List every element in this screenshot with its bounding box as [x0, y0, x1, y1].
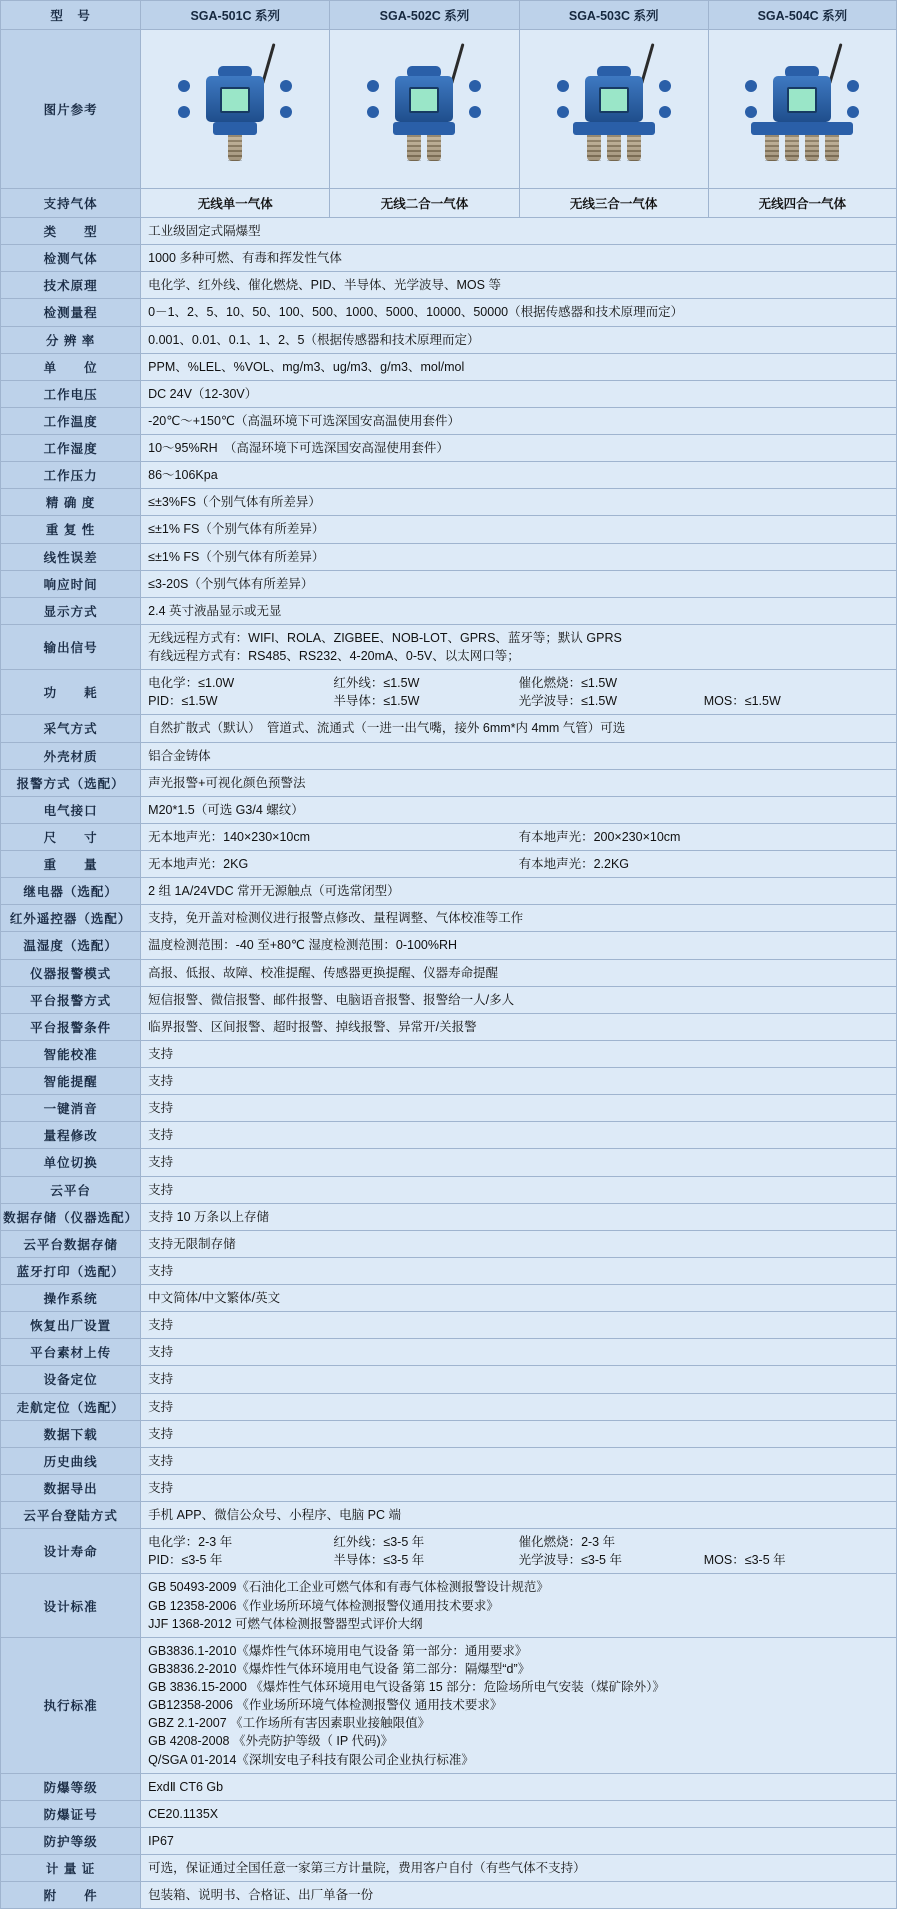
spec-row [1, 516, 897, 543]
spec-row-value: 短信报警、微信报警、邮件报警、电脑语音报警、报警给一人/多人 [141, 986, 897, 1013]
power-echem: 电化学：≤1.0W [148, 676, 235, 691]
spec-row-label: 电气接口 [1, 796, 141, 823]
spec-row-value: ≤±1% FS（个别气体有所差异） [141, 543, 897, 570]
spec-row-label: 附 件 [1, 1882, 141, 1909]
spec-row-label: 走航定位（选配） [1, 1393, 141, 1420]
power-catalytic: 催化燃烧：≤1.5W [518, 676, 618, 691]
spec-row-value: 0.001、0.01、0.1、1、2、5（根据传感器和技术原理而定） [141, 326, 897, 353]
exec-std-line: GB3836.1-2010《爆炸性气体环境用电气设备 第一部分：通用要求》 [148, 1643, 528, 1658]
life-pid: PID：≤3-5 年 [148, 1553, 223, 1568]
spec-row [1, 715, 897, 742]
device-image-503 [519, 30, 708, 189]
spec-row [1, 796, 897, 823]
spec-row-label: 精 确 度 [1, 489, 141, 516]
spec-row-label: 工作湿度 [1, 435, 141, 462]
spec-row-value: 支持 [141, 1312, 897, 1339]
device-display [409, 87, 439, 113]
weight-value [141, 851, 897, 878]
sensor-probe [427, 135, 441, 161]
mount-lug [280, 80, 292, 92]
spec-row-value: M20*1.5（可选 G3/4 螺纹） [141, 796, 897, 823]
model-504: SGA-504C 系列 [708, 1, 896, 30]
spec-row-value: 2 组 1A/24VDC 常开无源触点（可选常闭型） [141, 878, 897, 905]
sensor-probe [805, 135, 819, 161]
gas-manifold [573, 122, 655, 135]
supported-gas-row [1, 189, 897, 218]
design-std-line: JJF 1368-2012 可燃气体检测报警器型式评价大纲 [148, 1616, 423, 1631]
spec-row [1, 1366, 897, 1393]
spec-row-label: 操作系统 [1, 1285, 141, 1312]
spec-row-label: 智能校准 [1, 1040, 141, 1067]
device-display [220, 87, 250, 113]
mount-lug [745, 106, 757, 118]
spec-row-label: 平台素材上传 [1, 1339, 141, 1366]
spec-row [1, 1420, 897, 1447]
spec-row-value: 支持 [141, 1040, 897, 1067]
spec-row-label: 分 辨 率 [1, 326, 141, 353]
spec-row [1, 1176, 897, 1203]
mount-lug [659, 80, 671, 92]
spec-row [1, 1040, 897, 1067]
detector-illustration [349, 34, 499, 184]
spec-row-label: 数据存储（仪器选配） [1, 1203, 141, 1230]
device-image-502 [330, 30, 519, 189]
spec-row-value: 支持 [141, 1149, 897, 1176]
output-signal-label: 输出信号 [1, 624, 141, 669]
spec-row [1, 1230, 897, 1257]
spec-row-value: 支持 [141, 1366, 897, 1393]
spec-row-label: 红外遥控器（选配） [1, 905, 141, 932]
mount-lug [557, 106, 569, 118]
spec-row-value: ≤±3%FS（个别气体有所差异） [141, 489, 897, 516]
mount-lug [178, 106, 190, 118]
spec-row-label: 继电器（选配） [1, 878, 141, 905]
power-mos: MOS：≤1.5W [703, 694, 781, 709]
mount-lug [659, 106, 671, 118]
spec-row-value: 支持 [141, 1176, 897, 1203]
supported-gas-504: 无线四合一气体 [708, 189, 896, 218]
spec-row [1, 1827, 897, 1854]
spec-row-value: 1000 多种可燃、有毒和挥发性气体 [141, 245, 897, 272]
spec-row-label: 防护等级 [1, 1827, 141, 1854]
design-standard-row [1, 1574, 897, 1637]
supported-gas-502: 无线二合一气体 [330, 189, 519, 218]
device-display [599, 87, 629, 113]
sensor-probe [825, 135, 839, 161]
spec-row-value: 中文简体/中文繁体/英文 [141, 1285, 897, 1312]
sensor-probe [228, 135, 242, 161]
model-label: 型 号 [1, 1, 141, 30]
spec-row-label: 平台报警条件 [1, 1013, 141, 1040]
spec-row-value: ≤3-20S（个别气体有所差异） [141, 570, 897, 597]
spec-row-value: 86～106Kpa [141, 462, 897, 489]
mount-lug [469, 80, 481, 92]
mount-lug [745, 80, 757, 92]
spec-row-label: 数据下载 [1, 1420, 141, 1447]
spec-row [1, 299, 897, 326]
spec-row-value: ≤±1% FS（个别气体有所差异） [141, 516, 897, 543]
power-optical: 光学波导：≤1.5W [518, 694, 618, 709]
spec-row [1, 1257, 897, 1284]
spec-row-label: 单 位 [1, 353, 141, 380]
mount-lug [557, 80, 569, 92]
spec-row-value: 0－1、2、5、10、50、100、500、1000、5000、10000、50000（根据传感器和技术原理而定） [141, 299, 897, 326]
output-signal-row [1, 624, 897, 669]
spec-row [1, 570, 897, 597]
spec-row-value: DC 24V（12-30V） [141, 380, 897, 407]
device-image-504 [708, 30, 896, 189]
spec-row-label: 仪器报警模式 [1, 959, 141, 986]
spec-row-value: 支持 [141, 1122, 897, 1149]
spec-row [1, 1855, 897, 1882]
spec-row [1, 1447, 897, 1474]
exec-std-line: GB3836.2-2010《爆炸性气体环境用电气设备 第二部分：隔爆型“d”》 [148, 1661, 531, 1676]
spec-row-value: 支持 [141, 1447, 897, 1474]
spec-row-label: 报警方式（选配） [1, 769, 141, 796]
spec-row-label: 重 复 性 [1, 516, 141, 543]
spec-row-label: 工作压力 [1, 462, 141, 489]
spec-row-label: 响应时间 [1, 570, 141, 597]
design-life-row [1, 1529, 897, 1574]
spec-row [1, 1013, 897, 1040]
table-header-row [1, 1, 897, 30]
spec-row-label: 历史曲线 [1, 1447, 141, 1474]
mount-lug [367, 80, 379, 92]
spec-row-label: 计 量 证 [1, 1855, 141, 1882]
exec-std-line: GB 4208-2008 《外壳防护等级（ IP 代码)》 [148, 1734, 394, 1749]
spec-row [1, 1800, 897, 1827]
life-row-2 [148, 1551, 889, 1569]
spec-row [1, 769, 897, 796]
spec-row-value: 临界报警、区间报警、超时报警、掉线报警、异常开/关报警 [141, 1013, 897, 1040]
spec-row-label: 技术原理 [1, 272, 141, 299]
spec-row [1, 905, 897, 932]
size-row [1, 823, 897, 850]
spec-row-value: 支持 [141, 1068, 897, 1095]
design-standard-value [141, 1574, 897, 1637]
spec-row-value: 包装箱、说明书、合格证、出厂单备一份 [141, 1882, 897, 1909]
weight-with-alarm: 有本地声光：2.2KG [518, 857, 630, 871]
size-value [141, 823, 897, 850]
design-life-value [141, 1529, 897, 1574]
sensor-probe [407, 135, 421, 161]
gas-manifold [213, 122, 257, 135]
output-wireless: 无线远程方式有：WIFI、ROLA、ZIGBEE、NOB-LOT、GPRS、蓝牙等；默认 GPRS [148, 630, 622, 645]
mount-lug [178, 80, 190, 92]
power-row-1 [148, 674, 889, 692]
power-ir: 红外线：≤1.5W [333, 676, 420, 691]
power-row-2 [148, 692, 889, 710]
spec-row-value: 支持无限制存储 [141, 1230, 897, 1257]
spec-row-value: 电化学、红外线、催化燃烧、PID、半导体、光学波导、MOS 等 [141, 272, 897, 299]
life-mos: MOS：≤3-5 年 [703, 1553, 786, 1568]
life-ir: 红外线：≤3-5 年 [333, 1535, 425, 1550]
supported-gas-label: 支持气体 [1, 189, 141, 218]
model-501: SGA-501C 系列 [141, 1, 330, 30]
spec-row-value: 支持 10 万条以上存储 [141, 1203, 897, 1230]
sensor-probe [587, 135, 601, 161]
spec-row-label: 云平台登陆方式 [1, 1502, 141, 1529]
spec-row-value: IP67 [141, 1827, 897, 1854]
weight-no-alarm: 无本地声光：2KG [148, 857, 249, 871]
exec-std-line: GB 3836.15-2000 《爆炸性气体环境用电气设备第 15 部分：危险场所电气安装（煤矿除外）》 [148, 1680, 665, 1694]
power-label: 功 耗 [1, 670, 141, 715]
weight-label: 重 量 [1, 851, 141, 878]
spec-row-label: 外壳材质 [1, 742, 141, 769]
spec-row-value: 自然扩散式（默认） 管道式、流通式（一进一出气嘴，接外 6mm*内 4mm 气管）可选 [141, 715, 897, 742]
supported-gas-501: 无线单一气体 [141, 189, 330, 218]
spec-row [1, 597, 897, 624]
spec-row-value: 10～95%RH （高湿环境下可选深国安高湿使用套件） [141, 435, 897, 462]
spec-row-label: 恢复出厂设置 [1, 1312, 141, 1339]
power-row [1, 670, 897, 715]
mount-lug [469, 106, 481, 118]
spec-row-value: 可选，保证通过全国任意一家第三方计量院，费用客户自付（有些气体不支持） [141, 1855, 897, 1882]
spec-row-label: 云平台 [1, 1176, 141, 1203]
spec-row [1, 543, 897, 570]
spec-row [1, 435, 897, 462]
execution-standard-value [141, 1637, 897, 1773]
spec-row [1, 1474, 897, 1501]
spec-row [1, 1095, 897, 1122]
spec-row [1, 380, 897, 407]
spec-row-value: 支持 [141, 1257, 897, 1284]
spec-row-value: PPM、%LEL、%VOL、mg/m3、ug/m3、g/m3、mol/mol [141, 353, 897, 380]
size-no-alarm: 无本地声光：140×230×10cm [148, 829, 311, 844]
life-optical: 光学波导：≤3-5 年 [518, 1553, 622, 1568]
image-row [1, 30, 897, 189]
spec-row [1, 272, 897, 299]
spec-row [1, 245, 897, 272]
spec-row-label: 单位切换 [1, 1149, 141, 1176]
spec-row [1, 1773, 897, 1800]
spec-row [1, 1122, 897, 1149]
spec-row [1, 1149, 897, 1176]
exec-std-line: GBZ 2.1-2007 《工作场所有害因素职业接触限值》 [148, 1716, 431, 1731]
spec-row [1, 218, 897, 245]
spec-row-label: 工作温度 [1, 407, 141, 434]
spec-row [1, 353, 897, 380]
spec-row [1, 878, 897, 905]
spec-row-label: 采气方式 [1, 715, 141, 742]
life-row-1 [148, 1533, 889, 1551]
life-catalytic: 催化燃烧：2-3 年 [518, 1535, 616, 1550]
spec-row-label: 检测气体 [1, 245, 141, 272]
spec-row-value: 支持 [141, 1095, 897, 1122]
spec-row [1, 462, 897, 489]
power-pid: PID：≤1.5W [148, 694, 218, 709]
spec-row-label: 类 型 [1, 218, 141, 245]
spec-row-label: 工作电压 [1, 380, 141, 407]
spec-row-value: 声光报警+可视化颜色预警法 [141, 769, 897, 796]
exec-std-line: Q/SGA 01-2014《深圳安电子科技有限公司企业执行标准》 [148, 1752, 474, 1767]
execution-standard-row [1, 1637, 897, 1773]
power-blank [704, 674, 889, 692]
spec-row [1, 1502, 897, 1529]
spec-row-value: -20℃～+150℃（高温环境下可选深国安高温使用套件） [141, 407, 897, 434]
device-image-501 [141, 30, 330, 189]
detector-illustration [539, 34, 689, 184]
spec-row [1, 1312, 897, 1339]
spec-row-value: 支持 [141, 1420, 897, 1447]
gas-manifold [393, 122, 455, 135]
spec-row-value: 支持 [141, 1474, 897, 1501]
device-display [787, 87, 817, 113]
model-503: SGA-503C 系列 [519, 1, 708, 30]
spec-row-label: 显示方式 [1, 597, 141, 624]
design-std-line: GB 50493-2009《石油化工企业可燃气体和有毒气体检测报警设计规范》 [148, 1580, 549, 1595]
design-standard-label: 设计标准 [1, 1574, 141, 1637]
spec-row [1, 489, 897, 516]
spec-row-label: 平台报警方式 [1, 986, 141, 1013]
power-value [141, 670, 897, 715]
mount-lug [280, 106, 292, 118]
power-semiconductor: 半导体：≤1.5W [333, 694, 420, 709]
spec-row [1, 407, 897, 434]
design-life-label: 设计寿命 [1, 1529, 141, 1574]
execution-standard-label: 执行标准 [1, 1637, 141, 1773]
output-signal-value [141, 624, 897, 669]
spec-row [1, 1285, 897, 1312]
design-std-line: GB 12358-2006《作业场所环境气体检测报警仪通用技术要求》 [148, 1598, 499, 1613]
spec-row-label: 温湿度（选配） [1, 932, 141, 959]
sensor-probe [607, 135, 621, 161]
detector-illustration [727, 34, 877, 184]
exec-std-line: GB12358-2006 《作业场所环境气体检测报警仪 通用技术要求》 [148, 1698, 503, 1713]
spec-row-value: 支持 [141, 1339, 897, 1366]
size-with-alarm: 有本地声光：200×230×10cm [518, 829, 681, 844]
sensor-probe [765, 135, 779, 161]
spec-row-label: 防爆证号 [1, 1800, 141, 1827]
spec-row-value: 高报、低报、故障、校准提醒、传感器更换提醒、仪器寿命提醒 [141, 959, 897, 986]
mount-lug [367, 106, 379, 118]
spec-row-label: 设备定位 [1, 1366, 141, 1393]
spec-row-label: 数据导出 [1, 1474, 141, 1501]
spec-row-label: 防爆等级 [1, 1773, 141, 1800]
detector-illustration [160, 34, 310, 184]
spec-row-value: 温度检测范围：-40 至+80℃ 湿度检测范围：0-100%RH [141, 932, 897, 959]
spec-row-label: 蓝牙打印（选配） [1, 1257, 141, 1284]
spec-row-label: 云平台数据存储 [1, 1230, 141, 1257]
image-row-label: 图片参考 [1, 30, 141, 189]
spec-row-value: 支持，免开盖对检测仪进行报警点修改、量程调整、气体校准等工作 [141, 905, 897, 932]
sensor-probe [627, 135, 641, 161]
spec-row [1, 1339, 897, 1366]
spec-row-label: 量程修改 [1, 1122, 141, 1149]
spec-row-value: 2.4 英寸液晶显示或无显 [141, 597, 897, 624]
output-wired: 有线远程方式有：RS485、RS232、4-20mA、0-5V、以太网口等； [148, 649, 520, 663]
spec-row-value: CE20.1135X [141, 1800, 897, 1827]
spec-row [1, 1393, 897, 1420]
spec-row [1, 1882, 897, 1909]
model-502: SGA-502C 系列 [330, 1, 519, 30]
spec-row [1, 1068, 897, 1095]
size-label: 尺 寸 [1, 823, 141, 850]
spec-row-label: 一键消音 [1, 1095, 141, 1122]
life-blank [704, 1533, 889, 1551]
supported-gas-503: 无线三合一气体 [519, 189, 708, 218]
gas-manifold [751, 122, 853, 135]
weight-row [1, 851, 897, 878]
spec-row [1, 932, 897, 959]
spec-row-value: 工业级固定式隔爆型 [141, 218, 897, 245]
spec-row-value: 手机 APP、微信公众号、小程序、电脑 PC 端 [141, 1502, 897, 1529]
mount-lug [847, 106, 859, 118]
spec-row [1, 326, 897, 353]
spec-row-value: 铝合金铸体 [141, 742, 897, 769]
spec-row-value: ExdⅡ CT6 Gb [141, 1773, 897, 1800]
spec-row [1, 742, 897, 769]
spec-row-label: 检测量程 [1, 299, 141, 326]
life-semiconductor: 半导体：≤3-5 年 [333, 1553, 425, 1568]
spec-row [1, 986, 897, 1013]
mount-lug [847, 80, 859, 92]
spec-row [1, 959, 897, 986]
spec-row-value: 支持 [141, 1393, 897, 1420]
spec-row [1, 1203, 897, 1230]
spec-row-label: 智能提醒 [1, 1068, 141, 1095]
sensor-probe [785, 135, 799, 161]
life-echem: 电化学：2-3 年 [148, 1535, 233, 1550]
spec-row-label: 线性误差 [1, 543, 141, 570]
